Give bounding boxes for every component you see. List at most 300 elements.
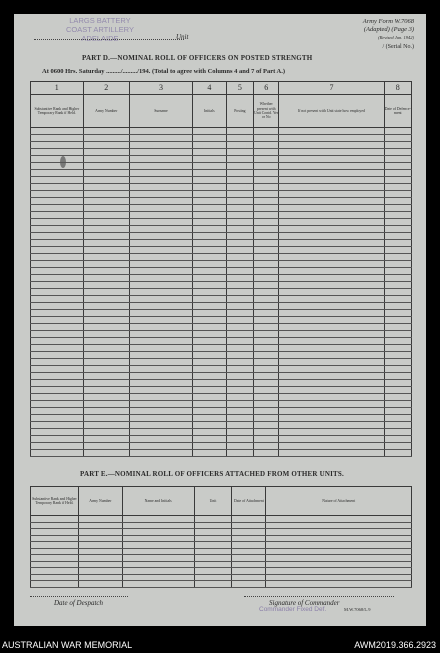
table-cell[interactable] bbox=[254, 240, 279, 247]
table-cell[interactable] bbox=[279, 191, 384, 198]
table-cell[interactable] bbox=[31, 240, 84, 247]
table-cell[interactable] bbox=[193, 345, 227, 352]
table-cell[interactable] bbox=[226, 359, 253, 366]
table-cell[interactable] bbox=[384, 387, 411, 394]
table-cell[interactable] bbox=[384, 394, 411, 401]
table-cell[interactable] bbox=[83, 345, 129, 352]
table-cell[interactable] bbox=[83, 142, 129, 149]
table-cell[interactable] bbox=[83, 310, 129, 317]
table-cell[interactable] bbox=[254, 191, 279, 198]
table-cell[interactable] bbox=[279, 373, 384, 380]
table-cell[interactable] bbox=[31, 212, 84, 219]
table-cell[interactable] bbox=[226, 366, 253, 373]
table-cell[interactable] bbox=[193, 331, 227, 338]
table-cell[interactable] bbox=[129, 331, 192, 338]
table-cell[interactable] bbox=[254, 184, 279, 191]
table-cell[interactable] bbox=[193, 247, 227, 254]
table-cell[interactable] bbox=[226, 275, 253, 282]
table-cell[interactable] bbox=[279, 310, 384, 317]
table-cell[interactable] bbox=[384, 282, 411, 289]
table-cell[interactable] bbox=[254, 205, 279, 212]
table-cell[interactable] bbox=[193, 163, 227, 170]
table-cell[interactable] bbox=[279, 436, 384, 443]
table-cell[interactable] bbox=[279, 226, 384, 233]
table-cell[interactable] bbox=[31, 226, 84, 233]
table-cell[interactable] bbox=[31, 359, 84, 366]
table-cell[interactable] bbox=[254, 436, 279, 443]
table-cell[interactable] bbox=[279, 324, 384, 331]
table-cell[interactable] bbox=[384, 156, 411, 163]
table-cell[interactable] bbox=[279, 177, 384, 184]
table-cell[interactable] bbox=[129, 233, 192, 240]
table-cell[interactable] bbox=[129, 268, 192, 275]
table-cell[interactable] bbox=[193, 324, 227, 331]
table-cell[interactable] bbox=[193, 310, 227, 317]
table-cell[interactable] bbox=[31, 254, 84, 261]
table-cell[interactable] bbox=[31, 191, 84, 198]
table-cell[interactable] bbox=[193, 177, 227, 184]
table-cell[interactable] bbox=[279, 135, 384, 142]
table-cell[interactable] bbox=[83, 275, 129, 282]
table-cell[interactable] bbox=[193, 373, 227, 380]
table-cell[interactable] bbox=[83, 177, 129, 184]
table-cell[interactable] bbox=[83, 128, 129, 135]
table-cell[interactable] bbox=[193, 212, 227, 219]
table-cell[interactable] bbox=[129, 163, 192, 170]
table-cell[interactable] bbox=[254, 226, 279, 233]
table-cell[interactable] bbox=[254, 401, 279, 408]
table-cell[interactable] bbox=[254, 450, 279, 457]
table-cell[interactable] bbox=[31, 422, 84, 429]
table-cell[interactable] bbox=[226, 436, 253, 443]
table-cell[interactable] bbox=[384, 324, 411, 331]
table-cell[interactable] bbox=[31, 352, 84, 359]
table-cell[interactable] bbox=[31, 296, 84, 303]
table-cell[interactable] bbox=[254, 156, 279, 163]
table-cell[interactable] bbox=[83, 373, 129, 380]
table-cell[interactable] bbox=[31, 275, 84, 282]
table-cell[interactable] bbox=[129, 387, 192, 394]
table-cell[interactable] bbox=[31, 282, 84, 289]
table-cell[interactable] bbox=[254, 303, 279, 310]
table-cell[interactable] bbox=[226, 331, 253, 338]
table-cell[interactable] bbox=[254, 282, 279, 289]
table-cell[interactable] bbox=[226, 408, 253, 415]
table-cell[interactable] bbox=[384, 219, 411, 226]
table-cell[interactable] bbox=[129, 198, 192, 205]
table-cell[interactable] bbox=[83, 233, 129, 240]
table-cell[interactable] bbox=[129, 170, 192, 177]
table-cell[interactable] bbox=[384, 191, 411, 198]
table-cell[interactable] bbox=[384, 380, 411, 387]
table-cell[interactable] bbox=[279, 422, 384, 429]
table-cell[interactable] bbox=[31, 303, 84, 310]
table-cell[interactable] bbox=[31, 373, 84, 380]
table-cell[interactable] bbox=[83, 240, 129, 247]
table-cell[interactable] bbox=[31, 128, 84, 135]
table-cell[interactable] bbox=[83, 170, 129, 177]
table-cell[interactable] bbox=[83, 219, 129, 226]
table-cell[interactable] bbox=[384, 331, 411, 338]
table-cell[interactable] bbox=[193, 387, 227, 394]
table-cell[interactable] bbox=[31, 289, 84, 296]
table-cell[interactable] bbox=[384, 135, 411, 142]
table-cell[interactable] bbox=[193, 184, 227, 191]
table-cell[interactable] bbox=[384, 352, 411, 359]
table-cell[interactable] bbox=[266, 581, 412, 588]
table-cell[interactable] bbox=[254, 415, 279, 422]
table-cell[interactable] bbox=[193, 450, 227, 457]
table-cell[interactable] bbox=[226, 303, 253, 310]
table-cell[interactable] bbox=[83, 198, 129, 205]
table-cell[interactable] bbox=[193, 443, 227, 450]
table-cell[interactable] bbox=[193, 352, 227, 359]
table-cell[interactable] bbox=[226, 177, 253, 184]
table-cell[interactable] bbox=[384, 163, 411, 170]
table-cell[interactable] bbox=[193, 170, 227, 177]
table-cell[interactable] bbox=[279, 184, 384, 191]
table-cell[interactable] bbox=[384, 233, 411, 240]
table-cell[interactable] bbox=[279, 170, 384, 177]
table-cell[interactable] bbox=[193, 282, 227, 289]
table-cell[interactable] bbox=[226, 296, 253, 303]
table-cell[interactable] bbox=[193, 408, 227, 415]
table-cell[interactable] bbox=[254, 366, 279, 373]
table-cell[interactable] bbox=[31, 429, 84, 436]
table-cell[interactable] bbox=[31, 198, 84, 205]
table-cell[interactable] bbox=[193, 401, 227, 408]
table-cell[interactable] bbox=[226, 268, 253, 275]
table-cell[interactable] bbox=[384, 303, 411, 310]
table-cell[interactable] bbox=[122, 581, 194, 588]
table-cell[interactable] bbox=[384, 289, 411, 296]
table-cell[interactable] bbox=[193, 338, 227, 345]
table-cell[interactable] bbox=[254, 247, 279, 254]
table-cell[interactable] bbox=[226, 310, 253, 317]
table-cell[interactable] bbox=[129, 247, 192, 254]
table-cell[interactable] bbox=[279, 142, 384, 149]
table-cell[interactable] bbox=[226, 324, 253, 331]
table-cell[interactable] bbox=[226, 261, 253, 268]
table-cell[interactable] bbox=[83, 422, 129, 429]
table-cell[interactable] bbox=[193, 268, 227, 275]
table-cell[interactable] bbox=[226, 240, 253, 247]
table-cell[interactable] bbox=[129, 156, 192, 163]
table-cell[interactable] bbox=[279, 345, 384, 352]
table-cell[interactable] bbox=[31, 324, 84, 331]
table-cell[interactable] bbox=[232, 581, 266, 588]
table-cell[interactable] bbox=[254, 352, 279, 359]
table-cell[interactable] bbox=[129, 205, 192, 212]
table-cell[interactable] bbox=[384, 240, 411, 247]
table-cell[interactable] bbox=[193, 296, 227, 303]
table-cell[interactable] bbox=[129, 380, 192, 387]
table-cell[interactable] bbox=[384, 310, 411, 317]
table-cell[interactable] bbox=[129, 142, 192, 149]
table-cell[interactable] bbox=[31, 310, 84, 317]
table-cell[interactable] bbox=[226, 443, 253, 450]
table-cell[interactable] bbox=[83, 324, 129, 331]
table-cell[interactable] bbox=[226, 198, 253, 205]
table-cell[interactable] bbox=[254, 443, 279, 450]
table-cell[interactable] bbox=[254, 275, 279, 282]
table-cell[interactable] bbox=[254, 380, 279, 387]
table-cell[interactable] bbox=[226, 170, 253, 177]
table-cell[interactable] bbox=[226, 380, 253, 387]
table-cell[interactable] bbox=[129, 352, 192, 359]
table-cell[interactable] bbox=[279, 163, 384, 170]
table-cell[interactable] bbox=[31, 156, 84, 163]
table-cell[interactable] bbox=[384, 275, 411, 282]
table-cell[interactable] bbox=[31, 317, 84, 324]
table-cell[interactable] bbox=[129, 191, 192, 198]
table-cell[interactable] bbox=[254, 345, 279, 352]
table-cell[interactable] bbox=[78, 581, 122, 588]
table-cell[interactable] bbox=[31, 261, 84, 268]
table-cell[interactable] bbox=[226, 289, 253, 296]
table-cell[interactable] bbox=[279, 282, 384, 289]
table-cell[interactable] bbox=[31, 345, 84, 352]
table-cell[interactable] bbox=[279, 219, 384, 226]
table-cell[interactable] bbox=[83, 205, 129, 212]
table-cell[interactable] bbox=[226, 401, 253, 408]
table-cell[interactable] bbox=[279, 198, 384, 205]
table-cell[interactable] bbox=[83, 352, 129, 359]
table-cell[interactable] bbox=[83, 268, 129, 275]
table-cell[interactable] bbox=[83, 387, 129, 394]
table-cell[interactable] bbox=[279, 359, 384, 366]
table-cell[interactable] bbox=[226, 205, 253, 212]
table-cell[interactable] bbox=[254, 163, 279, 170]
table-cell[interactable] bbox=[31, 394, 84, 401]
table-cell[interactable] bbox=[254, 289, 279, 296]
table-cell[interactable] bbox=[193, 240, 227, 247]
table-cell[interactable] bbox=[254, 324, 279, 331]
table-cell[interactable] bbox=[279, 254, 384, 261]
table-cell[interactable] bbox=[193, 436, 227, 443]
table-cell[interactable] bbox=[31, 450, 84, 457]
table-cell[interactable] bbox=[31, 380, 84, 387]
table-cell[interactable] bbox=[83, 436, 129, 443]
table-cell[interactable] bbox=[193, 205, 227, 212]
table-cell[interactable] bbox=[129, 401, 192, 408]
table-cell[interactable] bbox=[254, 233, 279, 240]
table-cell[interactable] bbox=[31, 219, 84, 226]
table-cell[interactable] bbox=[31, 184, 84, 191]
table-cell[interactable] bbox=[279, 128, 384, 135]
table-cell[interactable] bbox=[83, 415, 129, 422]
table-cell[interactable] bbox=[193, 156, 227, 163]
table-cell[interactable] bbox=[384, 401, 411, 408]
table-cell[interactable] bbox=[384, 436, 411, 443]
table-cell[interactable] bbox=[279, 212, 384, 219]
table-cell[interactable] bbox=[279, 303, 384, 310]
table-cell[interactable] bbox=[384, 415, 411, 422]
table-cell[interactable] bbox=[83, 261, 129, 268]
table-cell[interactable] bbox=[31, 415, 84, 422]
table-cell[interactable] bbox=[279, 317, 384, 324]
table-cell[interactable] bbox=[254, 408, 279, 415]
table-cell[interactable] bbox=[83, 254, 129, 261]
table-cell[interactable] bbox=[193, 142, 227, 149]
table-cell[interactable] bbox=[226, 163, 253, 170]
table-cell[interactable] bbox=[254, 268, 279, 275]
table-cell[interactable] bbox=[83, 296, 129, 303]
table-cell[interactable] bbox=[129, 436, 192, 443]
table-cell[interactable] bbox=[83, 331, 129, 338]
table-cell[interactable] bbox=[384, 408, 411, 415]
table-cell[interactable] bbox=[129, 282, 192, 289]
table-cell[interactable] bbox=[226, 233, 253, 240]
table-cell[interactable] bbox=[193, 233, 227, 240]
table-cell[interactable] bbox=[254, 212, 279, 219]
table-cell[interactable] bbox=[31, 247, 84, 254]
table-cell[interactable] bbox=[193, 289, 227, 296]
table-cell[interactable] bbox=[226, 142, 253, 149]
table-cell[interactable] bbox=[384, 247, 411, 254]
table-cell[interactable] bbox=[279, 331, 384, 338]
table-cell[interactable] bbox=[83, 212, 129, 219]
table-cell[interactable] bbox=[384, 212, 411, 219]
table-cell[interactable] bbox=[279, 366, 384, 373]
table-cell[interactable] bbox=[254, 359, 279, 366]
table-cell[interactable] bbox=[279, 401, 384, 408]
table-cell[interactable] bbox=[279, 415, 384, 422]
table-cell[interactable] bbox=[193, 303, 227, 310]
table-cell[interactable] bbox=[193, 261, 227, 268]
table-cell[interactable] bbox=[129, 135, 192, 142]
table-cell[interactable] bbox=[83, 163, 129, 170]
table-cell[interactable] bbox=[129, 408, 192, 415]
table-cell[interactable] bbox=[193, 359, 227, 366]
table-cell[interactable] bbox=[384, 205, 411, 212]
table-cell[interactable] bbox=[254, 373, 279, 380]
table-cell[interactable] bbox=[83, 303, 129, 310]
table-cell[interactable] bbox=[31, 205, 84, 212]
table-cell[interactable] bbox=[31, 163, 84, 170]
table-cell[interactable] bbox=[129, 345, 192, 352]
table-cell[interactable] bbox=[83, 247, 129, 254]
table-cell[interactable] bbox=[129, 415, 192, 422]
table-cell[interactable] bbox=[226, 219, 253, 226]
table-cell[interactable] bbox=[254, 387, 279, 394]
table-cell[interactable] bbox=[384, 128, 411, 135]
table-cell[interactable] bbox=[31, 581, 79, 588]
table-cell[interactable] bbox=[226, 247, 253, 254]
table-cell[interactable] bbox=[129, 366, 192, 373]
table-cell[interactable] bbox=[384, 261, 411, 268]
table-cell[interactable] bbox=[384, 198, 411, 205]
table-cell[interactable] bbox=[279, 387, 384, 394]
table-cell[interactable] bbox=[31, 142, 84, 149]
table-cell[interactable] bbox=[384, 359, 411, 366]
table-cell[interactable] bbox=[193, 429, 227, 436]
table-cell[interactable] bbox=[129, 226, 192, 233]
table-cell[interactable] bbox=[129, 289, 192, 296]
table-cell[interactable] bbox=[384, 254, 411, 261]
table-cell[interactable] bbox=[254, 338, 279, 345]
table-cell[interactable] bbox=[31, 443, 84, 450]
table-cell[interactable] bbox=[129, 394, 192, 401]
table-cell[interactable] bbox=[384, 450, 411, 457]
table-cell[interactable] bbox=[254, 135, 279, 142]
table-cell[interactable] bbox=[384, 429, 411, 436]
table-cell[interactable] bbox=[226, 135, 253, 142]
table-cell[interactable] bbox=[129, 149, 192, 156]
table-cell[interactable] bbox=[384, 170, 411, 177]
table-cell[interactable] bbox=[279, 261, 384, 268]
table-cell[interactable] bbox=[226, 352, 253, 359]
table-cell[interactable] bbox=[31, 401, 84, 408]
table-cell[interactable] bbox=[83, 135, 129, 142]
table-cell[interactable] bbox=[384, 177, 411, 184]
table-cell[interactable] bbox=[129, 296, 192, 303]
table-cell[interactable] bbox=[279, 450, 384, 457]
table-cell[interactable] bbox=[254, 394, 279, 401]
table-cell[interactable] bbox=[83, 429, 129, 436]
table-cell[interactable] bbox=[384, 268, 411, 275]
table-cell[interactable] bbox=[384, 317, 411, 324]
table-cell[interactable] bbox=[279, 205, 384, 212]
table-cell[interactable] bbox=[226, 415, 253, 422]
table-cell[interactable] bbox=[31, 331, 84, 338]
table-cell[interactable] bbox=[226, 191, 253, 198]
table-cell[interactable] bbox=[254, 142, 279, 149]
table-cell[interactable] bbox=[226, 429, 253, 436]
table-cell[interactable] bbox=[193, 275, 227, 282]
table-cell[interactable] bbox=[83, 282, 129, 289]
table-cell[interactable] bbox=[226, 156, 253, 163]
table-cell[interactable] bbox=[83, 149, 129, 156]
table-cell[interactable] bbox=[31, 149, 84, 156]
table-cell[interactable] bbox=[254, 296, 279, 303]
table-cell[interactable] bbox=[384, 443, 411, 450]
table-cell[interactable] bbox=[279, 296, 384, 303]
table-cell[interactable] bbox=[384, 345, 411, 352]
table-cell[interactable] bbox=[226, 254, 253, 261]
table-cell[interactable] bbox=[226, 422, 253, 429]
table-cell[interactable] bbox=[226, 317, 253, 324]
table-cell[interactable] bbox=[193, 198, 227, 205]
table-cell[interactable] bbox=[226, 345, 253, 352]
table-cell[interactable] bbox=[384, 149, 411, 156]
table-cell[interactable] bbox=[83, 338, 129, 345]
table-cell[interactable] bbox=[193, 135, 227, 142]
table-cell[interactable] bbox=[129, 422, 192, 429]
table-cell[interactable] bbox=[193, 191, 227, 198]
table-cell[interactable] bbox=[226, 149, 253, 156]
table-cell[interactable] bbox=[129, 128, 192, 135]
table-cell[interactable] bbox=[226, 282, 253, 289]
table-cell[interactable] bbox=[384, 296, 411, 303]
table-cell[interactable] bbox=[31, 177, 84, 184]
table-cell[interactable] bbox=[129, 338, 192, 345]
table-cell[interactable] bbox=[384, 226, 411, 233]
table-cell[interactable] bbox=[31, 436, 84, 443]
table-cell[interactable] bbox=[31, 135, 84, 142]
table-cell[interactable] bbox=[193, 415, 227, 422]
table-cell[interactable] bbox=[279, 429, 384, 436]
table-cell[interactable] bbox=[83, 443, 129, 450]
table-cell[interactable] bbox=[129, 317, 192, 324]
table-cell[interactable] bbox=[83, 401, 129, 408]
table-cell[interactable] bbox=[83, 450, 129, 457]
table-cell[interactable] bbox=[129, 254, 192, 261]
table-cell[interactable] bbox=[279, 394, 384, 401]
table-cell[interactable] bbox=[193, 128, 227, 135]
table-cell[interactable] bbox=[226, 226, 253, 233]
table-cell[interactable] bbox=[129, 177, 192, 184]
